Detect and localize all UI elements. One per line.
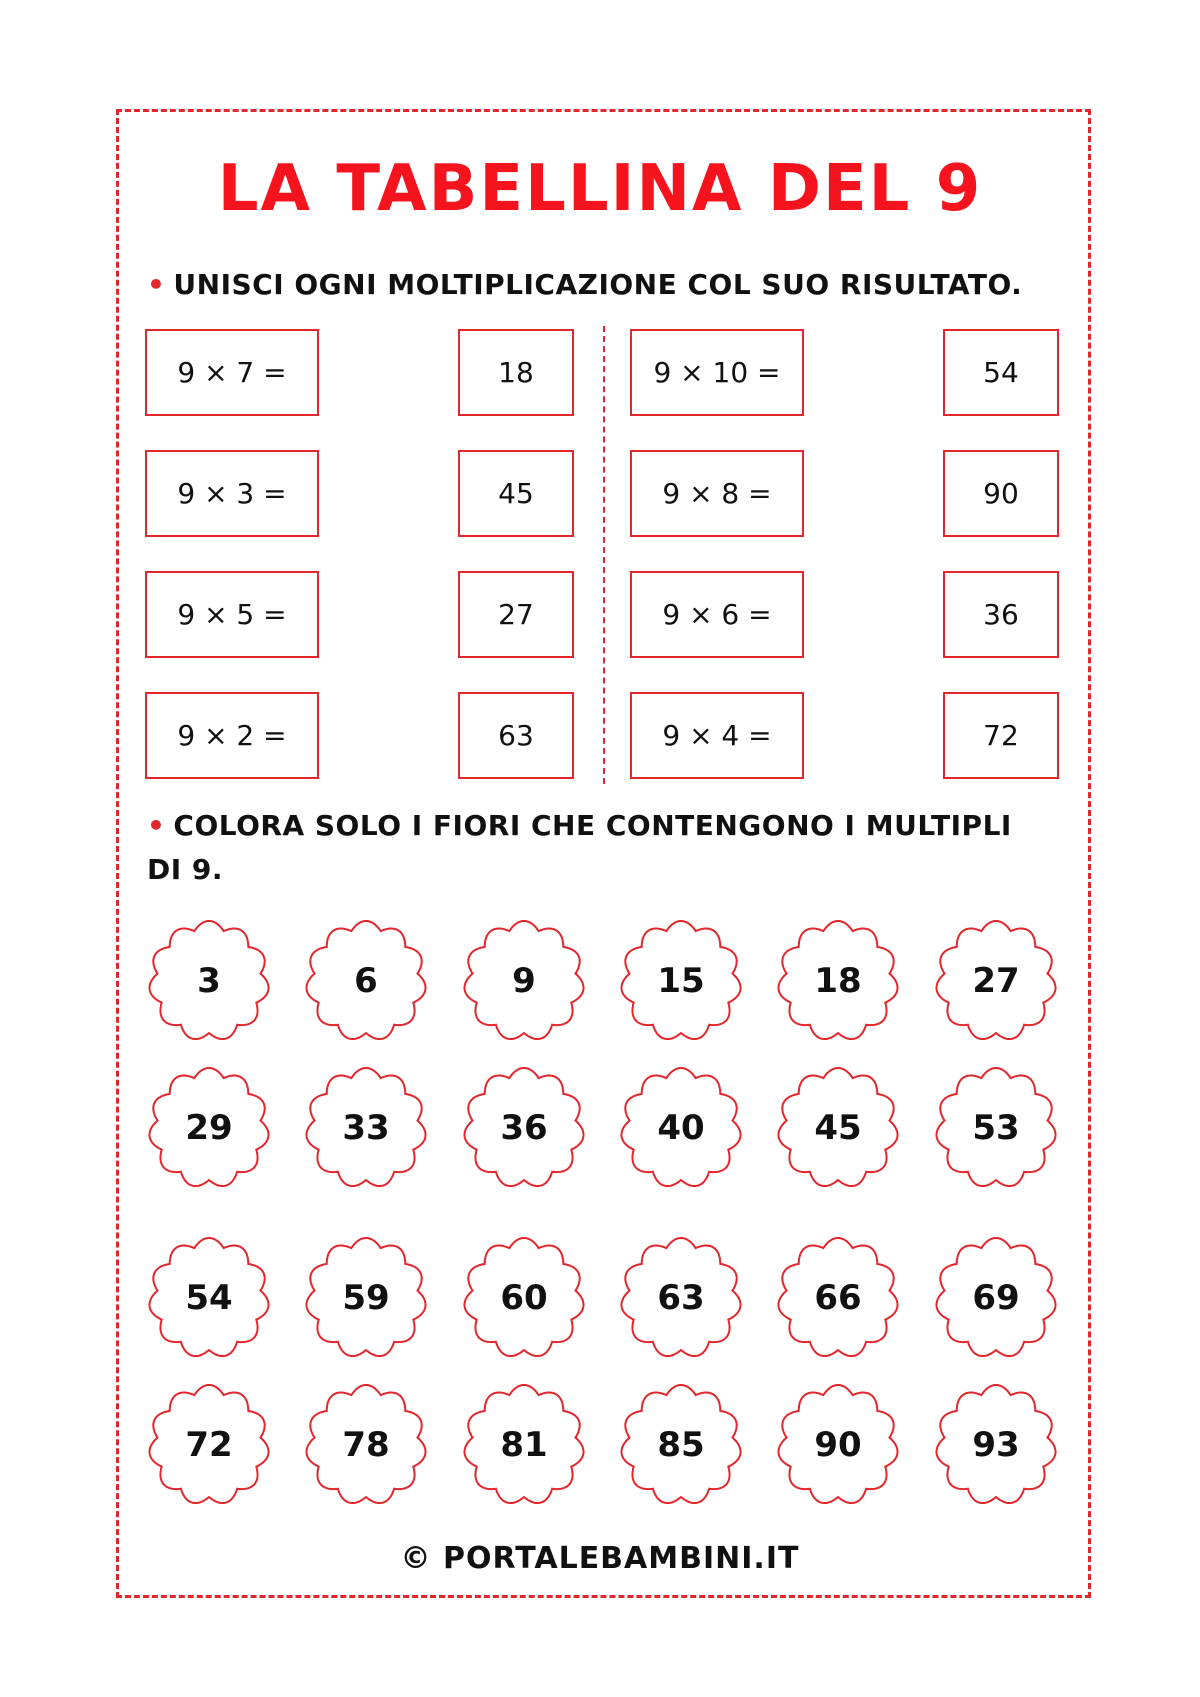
result-box: 27 [458,571,574,658]
flower-number: 29 [185,1108,233,1148]
column-divider [603,326,605,784]
flower-item[interactable] [617,1234,745,1362]
flower-item[interactable] [774,1381,902,1509]
instruction-match [147,263,1022,307]
flower-number: 69 [972,1278,1020,1318]
flower-item[interactable] [460,1381,588,1509]
flower-item[interactable] [932,1064,1060,1192]
flower-item[interactable] [460,1064,588,1192]
operation-box: 9 × 8 = [630,450,804,537]
flower-item[interactable] [302,1381,430,1509]
operation-box: 9 × 3 = [145,450,319,537]
result-box: 54 [943,329,1059,416]
operation-box: 9 × 4 = [630,692,804,779]
flower-number: 9 [512,961,536,1001]
flower-item[interactable] [460,1234,588,1362]
page-title: LA TABELLINA DEL 9 [217,152,983,226]
bullet-icon: • [147,268,166,301]
flower-number: 18 [814,961,862,1001]
flower-item[interactable] [774,1234,902,1362]
flower-number: 66 [814,1278,862,1318]
flower-item[interactable] [774,917,902,1045]
bullet-icon: • [147,809,166,842]
flower-item[interactable] [774,1064,902,1192]
operation-box: 9 × 2 = [145,692,319,779]
instruction-color-line1: COLORA SOLO I FIORI CHE CONTENGONO I MULTIPLI [173,809,1012,842]
flower-number: 85 [657,1425,705,1465]
flower-number: 93 [972,1425,1020,1465]
result-box: 36 [943,571,1059,658]
flower-item[interactable] [932,1234,1060,1362]
result-box: 90 [943,450,1059,537]
flower-item[interactable] [932,917,1060,1045]
flower-item[interactable] [145,1381,273,1509]
result-box: 63 [458,692,574,779]
flower-number: 60 [500,1278,548,1318]
flower-number: 15 [657,961,705,1001]
operation-box: 9 × 10 = [630,329,804,416]
instruction-color [147,804,1012,892]
result-box: 18 [458,329,574,416]
copyright-footer: © PORTALEBAMBINI.IT [400,1541,800,1576]
flower-number: 90 [814,1425,862,1465]
flower-item[interactable] [617,917,745,1045]
flower-item[interactable] [145,1064,273,1192]
flower-number: 54 [185,1278,233,1318]
flower-item[interactable] [145,1234,273,1362]
flower-number: 59 [342,1278,390,1318]
flower-number: 72 [185,1425,233,1465]
operation-box: 9 × 6 = [630,571,804,658]
flower-number: 53 [972,1108,1020,1148]
flower-item[interactable] [932,1381,1060,1509]
flower-number: 36 [500,1108,548,1148]
flower-number: 3 [197,961,221,1001]
flower-number: 81 [500,1425,548,1465]
flower-item[interactable] [302,1064,430,1192]
result-box: 72 [943,692,1059,779]
operation-box: 9 × 7 = [145,329,319,416]
flower-number: 45 [814,1108,862,1148]
flower-number: 63 [657,1278,705,1318]
instruction-color-line2: DI 9. [147,853,224,886]
instruction-match-text: UNISCI OGNI MOLTIPLICAZIONE COL SUO RISULTATO. [173,268,1023,301]
flower-item[interactable] [145,917,273,1045]
flower-item[interactable] [460,917,588,1045]
flower-number: 78 [342,1425,390,1465]
flower-number: 33 [342,1108,390,1148]
flower-item[interactable] [617,1381,745,1509]
flower-item[interactable] [302,1234,430,1362]
flower-item[interactable] [302,917,430,1045]
flower-item[interactable] [617,1064,745,1192]
flower-number: 27 [972,961,1020,1001]
flower-number: 6 [354,961,378,1001]
result-box: 45 [458,450,574,537]
operation-box: 9 × 5 = [145,571,319,658]
flower-number: 40 [657,1108,705,1148]
